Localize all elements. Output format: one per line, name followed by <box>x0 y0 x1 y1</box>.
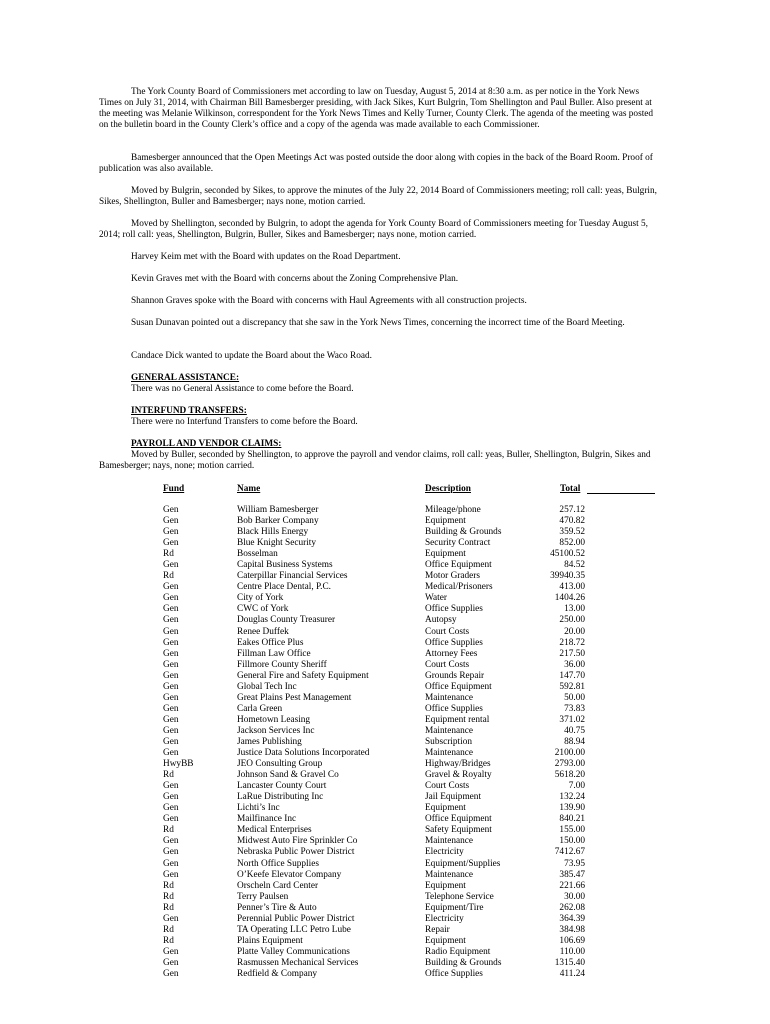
cell-name: Platte Valley Communications <box>237 946 350 957</box>
cell-total: 73.83 <box>564 703 585 714</box>
cell-total: 30.00 <box>564 891 585 902</box>
cell-name: Johnson Sand & Gravel Co <box>237 770 339 781</box>
cell-total: 2793.00 <box>554 759 585 770</box>
cell-name: Caterpillar Financial Services <box>237 571 348 582</box>
cell-description: Equipment/Tire <box>425 902 484 913</box>
cell-name: Rasmussen Mechanical Services <box>237 957 359 968</box>
table-row <box>0 759 770 770</box>
cell-total: 7.00 <box>568 781 585 792</box>
cell-name: Renee Duffek <box>237 626 289 637</box>
cell-name: Plains Equipment <box>237 935 303 946</box>
cell-fund: Gen <box>163 516 179 527</box>
column-header-fund: Fund <box>163 484 185 494</box>
cell-description: Motor Graders <box>425 571 480 582</box>
cell-total: 262.08 <box>559 902 585 913</box>
cell-fund: Gen <box>163 836 179 847</box>
cell-total: 257.12 <box>559 505 585 515</box>
cell-fund: Gen <box>163 792 179 803</box>
cell-description: Building & Grounds <box>425 527 502 538</box>
cell-fund: Rd <box>163 571 174 582</box>
table-row <box>0 660 770 671</box>
cell-name: North Office Supplies <box>237 858 319 869</box>
cell-total: 840.21 <box>559 814 585 825</box>
cell-fund: Gen <box>163 659 179 670</box>
column-header-description: Description <box>425 484 471 494</box>
cell-description: Equipment <box>425 935 466 946</box>
cell-total: 413.00 <box>559 582 585 593</box>
cell-description: Electricity <box>425 847 464 858</box>
cell-fund: Gen <box>163 847 179 858</box>
table-row <box>0 682 770 693</box>
cell-fund: Gen <box>163 505 179 515</box>
cell-name: Fillman Law Office <box>237 648 311 659</box>
cell-description: Office Supplies <box>425 968 483 979</box>
table-row <box>0 737 770 748</box>
cell-description: Autopsy <box>425 615 457 626</box>
cell-name: Justice Data Solutions Incorporated <box>237 748 370 759</box>
cell-fund: Gen <box>163 781 179 792</box>
cell-description: Maintenance <box>425 869 474 880</box>
cell-name: LaRue Distributing Inc <box>237 792 324 803</box>
paragraph-shannon-graves: Shannon Graves spoke with the Board with concerns with Haul Agreements with all construction projects. <box>131 296 527 306</box>
cell-total: 364.39 <box>559 913 585 924</box>
table-row <box>0 627 770 638</box>
table-row <box>0 615 770 626</box>
cell-description: Office Supplies <box>425 604 483 615</box>
cell-total: 106.69 <box>559 935 585 946</box>
cell-name: Douglas County Treasurer <box>237 615 336 626</box>
table-row <box>0 936 770 947</box>
cell-fund: Gen <box>163 637 179 648</box>
cell-description: Safety Equipment <box>425 825 492 836</box>
cell-name: JEO Consulting Group <box>237 759 323 770</box>
cell-total: 84.52 <box>564 560 585 571</box>
cell-description: Jail Equipment <box>425 792 482 803</box>
cell-total: 385.47 <box>559 869 585 880</box>
table-row <box>0 770 770 781</box>
cell-description: Office Supplies <box>425 637 483 648</box>
table-row <box>0 958 770 969</box>
cell-fund: Gen <box>163 527 179 538</box>
table-row <box>0 814 770 825</box>
cell-name: Jackson Services Inc <box>237 725 315 736</box>
cell-name: James Publishing <box>237 736 302 747</box>
cell-total: 73.95 <box>564 858 585 869</box>
cell-fund: Gen <box>163 748 179 759</box>
cell-fund: Gen <box>163 560 179 571</box>
cell-name: Hometown Leasing <box>237 714 311 725</box>
cell-description: Office Equipment <box>425 681 492 692</box>
table-row <box>0 571 770 582</box>
cell-total: 5618.20 <box>554 770 585 781</box>
table-row <box>0 671 770 682</box>
cell-total: 592.81 <box>559 681 585 692</box>
cell-name: Medical Enterprises <box>237 825 312 836</box>
table-row <box>0 903 770 914</box>
table-row <box>0 836 770 847</box>
cell-fund: Gen <box>163 858 179 869</box>
table-row <box>0 914 770 925</box>
cell-description: Equipment <box>425 549 466 560</box>
cell-fund: Rd <box>163 935 174 946</box>
cell-description: Court Costs <box>425 781 470 792</box>
table-row <box>0 593 770 604</box>
cell-description: Telephone Service <box>425 891 494 902</box>
cell-name: Penner’s Tire & Auto <box>237 902 317 913</box>
cell-description: Highway/Bridges <box>425 759 491 770</box>
table-row <box>0 947 770 958</box>
cell-total: 470.82 <box>559 516 585 527</box>
cell-total: 132.24 <box>559 792 585 803</box>
cell-fund: Rd <box>163 902 174 913</box>
cell-description: Office Supplies <box>425 703 483 714</box>
table-row <box>0 803 770 814</box>
cell-name: Great Plains Pest Management <box>237 692 352 703</box>
cell-description: Gravel & Royalty <box>425 770 492 781</box>
table-row <box>0 859 770 870</box>
cell-description: Office Equipment <box>425 814 492 825</box>
interfund-transfers-text: There were no Interfund Transfers to come before the Board. <box>131 417 358 427</box>
table-row <box>0 693 770 704</box>
cell-fund: Rd <box>163 825 174 836</box>
cell-total: 1404.26 <box>554 593 585 604</box>
cell-name: Mailfinance Inc <box>237 814 297 825</box>
cell-total: 411.24 <box>559 968 585 979</box>
cell-fund: Gen <box>163 593 179 604</box>
cell-total: 218.72 <box>559 637 585 648</box>
cell-name: O’Keefe Elevator Company <box>237 869 342 880</box>
cell-fund: Gen <box>163 814 179 825</box>
column-header-total: Total <box>560 484 581 494</box>
paragraph-minutes-motion: Moved by Bulgrin, seconded by Sikes, to approve the minutes of the July 22, 2014 Board of Commissioners meeting; roll call: yeas, Bulgrin, Sikes, Shellington, Buller and Bamesberger; nays none, motion carried. <box>99 186 657 207</box>
cell-description: Mileage/phone <box>425 505 481 515</box>
cell-description: Maintenance <box>425 692 474 703</box>
cell-fund: Rd <box>163 880 174 891</box>
cell-fund: Gen <box>163 725 179 736</box>
heading-payroll-claims: PAYROLL AND VENDOR CLAIMS: <box>131 439 282 449</box>
cell-total: 7412.67 <box>554 847 585 858</box>
cell-fund: Gen <box>163 968 179 979</box>
cell-name: Black Hills Energy <box>237 527 309 538</box>
table-row <box>0 925 770 936</box>
paragraph-agenda-motion: Moved by Shellington, seconded by Bulgrin, to adopt the agenda for York County Board of Commissioners meeting for Tuesday August 5, 2014; roll call: yeas, Shellington, Bulgrin, Buller, Sikes and Bamesberger; nays none, motion carried. <box>99 219 648 240</box>
cell-fund: Gen <box>163 582 179 593</box>
cell-fund: Gen <box>163 913 179 924</box>
heading-interfund-transfers: INTERFUND TRANSFERS: <box>131 406 247 416</box>
cell-name: Nebraska Public Power District <box>237 847 355 858</box>
cell-name: City of York <box>237 593 284 604</box>
cell-description: Equipment/Supplies <box>425 858 501 869</box>
table-row <box>0 649 770 660</box>
cell-total: 250.00 <box>559 615 585 626</box>
paragraph-candace-dick: Candace Dick wanted to update the Board about the Waco Road. <box>131 351 372 361</box>
cell-total: 45100.52 <box>550 549 585 560</box>
cell-name: Global Tech Inc <box>237 681 297 692</box>
cell-total: 20.00 <box>564 626 585 637</box>
cell-fund: Gen <box>163 957 179 968</box>
cell-description: Equipment rental <box>425 714 490 725</box>
table-row <box>0 881 770 892</box>
paragraph-kevin-graves: Kevin Graves met with the Board with concerns about the Zoning Comprehensive Plan. <box>131 274 459 284</box>
table-row <box>0 704 770 715</box>
cell-description: Equipment <box>425 880 466 891</box>
cell-description: Court Costs <box>425 659 470 670</box>
cell-total: 39940.35 <box>550 571 585 582</box>
cell-fund: Gen <box>163 681 179 692</box>
cell-total: 155.00 <box>559 825 585 836</box>
cell-description: Maintenance <box>425 725 474 736</box>
cell-name: Eakes Office Plus <box>237 637 304 648</box>
cell-total: 359.52 <box>559 527 585 538</box>
cell-name: Bob Barker Company <box>237 516 319 527</box>
cell-fund: Gen <box>163 803 179 814</box>
cell-name: Lichti’s Inc <box>237 803 280 814</box>
cell-description: Equipment <box>425 516 466 527</box>
cell-name: William Bamesberger <box>237 505 319 515</box>
cell-description: Repair <box>425 924 450 935</box>
table-row <box>0 715 770 726</box>
cell-name: Orscheln Card Center <box>237 880 319 891</box>
cell-name: Centre Place Dental, P.C. <box>237 582 331 593</box>
table-row <box>0 726 770 737</box>
cell-total: 88.94 <box>564 736 585 747</box>
cell-total: 1315.40 <box>554 957 585 968</box>
table-row <box>0 549 770 560</box>
cell-total: 139.90 <box>559 803 585 814</box>
cell-total: 50.00 <box>564 692 585 703</box>
cell-total: 2100.00 <box>554 748 585 759</box>
claims-rows <box>0 505 770 980</box>
cell-name: Blue Knight Security <box>237 538 317 549</box>
table-row <box>0 748 770 759</box>
claims-table-header <box>0 484 770 495</box>
cell-total: 147.70 <box>559 670 585 681</box>
cell-name: Midwest Auto Fire Sprinkler Co <box>237 836 358 847</box>
payroll-claims-text: Moved by Buller, seconded by Shellington, to approve the payroll and vendor claims, roll call: yeas, Buller, Shellington, Bulgrin, Sikes and Bamesberger; nays, none; motion carried. <box>99 450 651 471</box>
cell-total: 371.02 <box>559 714 585 725</box>
table-row <box>0 825 770 836</box>
cell-fund: Gen <box>163 615 179 626</box>
cell-total: 110.00 <box>559 946 585 957</box>
cell-total: 13.00 <box>564 604 585 615</box>
table-row <box>0 969 770 980</box>
column-header-name: Name <box>237 484 261 494</box>
cell-fund: Gen <box>163 692 179 703</box>
table-row <box>0 870 770 881</box>
cell-name: General Fire and Safety Equipment <box>237 670 369 681</box>
cell-fund: Gen <box>163 703 179 714</box>
table-row <box>0 582 770 593</box>
cell-name: Redfield & Company <box>237 968 318 979</box>
cell-description: Maintenance <box>425 748 474 759</box>
cell-name: Carla Green <box>237 703 283 714</box>
cell-description: Medical/Prisoners <box>425 582 493 593</box>
cell-name: Capital Business Systems <box>237 560 333 571</box>
paragraph-keim: Harvey Keim met with the Board with updates on the Road Department. <box>131 252 401 262</box>
cell-description: Grounds Repair <box>425 670 485 681</box>
paragraph-meeting-intro: The York County Board of Commissioners met according to law on Tuesday, August 5, 2014 at 8:30 a.m. as per notice in the York News Times on July 31, 2014, with Chairman Bill Bamesberger presiding, with Jack Sikes, Kurt Bulgrin, Tom Shellington and Paul Buller. Also present at the meeting was Melanie Wilkinson, correspondent for the York News Times and Kelly Turner, County Clerk. The agenda of the meeting was posted on the bulletin board in the County Clerk’s office and a copy of the agenda was made available to each Commissioner. <box>99 87 654 130</box>
header-rule <box>587 493 655 494</box>
general-assistance-text: There was no General Assistance to come before the Board. <box>131 384 354 394</box>
table-row <box>0 847 770 858</box>
cell-name: Bosselman <box>237 549 278 560</box>
cell-description: Security Contract <box>425 538 491 549</box>
cell-description: Maintenance <box>425 836 474 847</box>
cell-total: 384.98 <box>559 924 585 935</box>
cell-total: 221.66 <box>559 880 585 891</box>
cell-fund: Rd <box>163 549 174 560</box>
table-row <box>0 638 770 649</box>
cell-total: 852.00 <box>559 538 585 549</box>
cell-description: Attorney Fees <box>425 648 478 659</box>
cell-fund: Gen <box>163 626 179 637</box>
cell-description: Radio Equipment <box>425 946 491 957</box>
table-row <box>0 538 770 549</box>
cell-description: Subscription <box>425 736 473 747</box>
paragraph-open-meetings: Bamesberger announced that the Open Meetings Act was posted outside the door along with copies in the back of the Board Room. Proof of publication was also available. <box>99 153 653 174</box>
cell-name: Terry Paulsen <box>237 891 289 902</box>
cell-fund: Gen <box>163 538 179 549</box>
cell-fund: Rd <box>163 924 174 935</box>
cell-name: Fillmore County Sheriff <box>237 659 327 670</box>
cell-description: Equipment <box>425 803 466 814</box>
table-row <box>0 505 770 516</box>
cell-description: Office Equipment <box>425 560 492 571</box>
table-row <box>0 792 770 803</box>
cell-fund: Gen <box>163 648 179 659</box>
heading-general-assistance: GENERAL ASSISTANCE: <box>131 373 240 383</box>
cell-fund: Gen <box>163 604 179 615</box>
cell-name: CWC of York <box>237 604 289 615</box>
cell-fund: Gen <box>163 736 179 747</box>
cell-name: Perennial Public Power District <box>237 913 355 924</box>
cell-fund: Rd <box>163 891 174 902</box>
table-row <box>0 604 770 615</box>
cell-name: TA Operating LLC Petro Lube <box>237 924 351 935</box>
cell-description: Court Costs <box>425 626 470 637</box>
paragraph-dunavan: Susan Dunavan pointed out a discrepancy that she saw in the York News Times, concerning the incorrect time of the Board Meeting. <box>131 318 625 328</box>
cell-total: 217.50 <box>559 648 585 659</box>
cell-description: Electricity <box>425 913 464 924</box>
table-row <box>0 516 770 527</box>
cell-fund: Rd <box>163 770 174 781</box>
cell-fund: Gen <box>163 670 179 681</box>
cell-total: 40.75 <box>564 725 585 736</box>
cell-name: Lancaster County Court <box>237 781 327 792</box>
table-row <box>0 892 770 903</box>
cell-description: Building & Grounds <box>425 957 502 968</box>
cell-fund: Gen <box>163 714 179 725</box>
cell-total: 150.00 <box>559 836 585 847</box>
cell-total: 36.00 <box>564 659 585 670</box>
table-row <box>0 560 770 571</box>
cell-fund: HwyBB <box>163 759 194 770</box>
cell-fund: Gen <box>163 869 179 880</box>
table-row <box>0 527 770 538</box>
cell-description: Water <box>425 593 447 604</box>
table-row <box>0 781 770 792</box>
cell-fund: Gen <box>163 946 179 957</box>
